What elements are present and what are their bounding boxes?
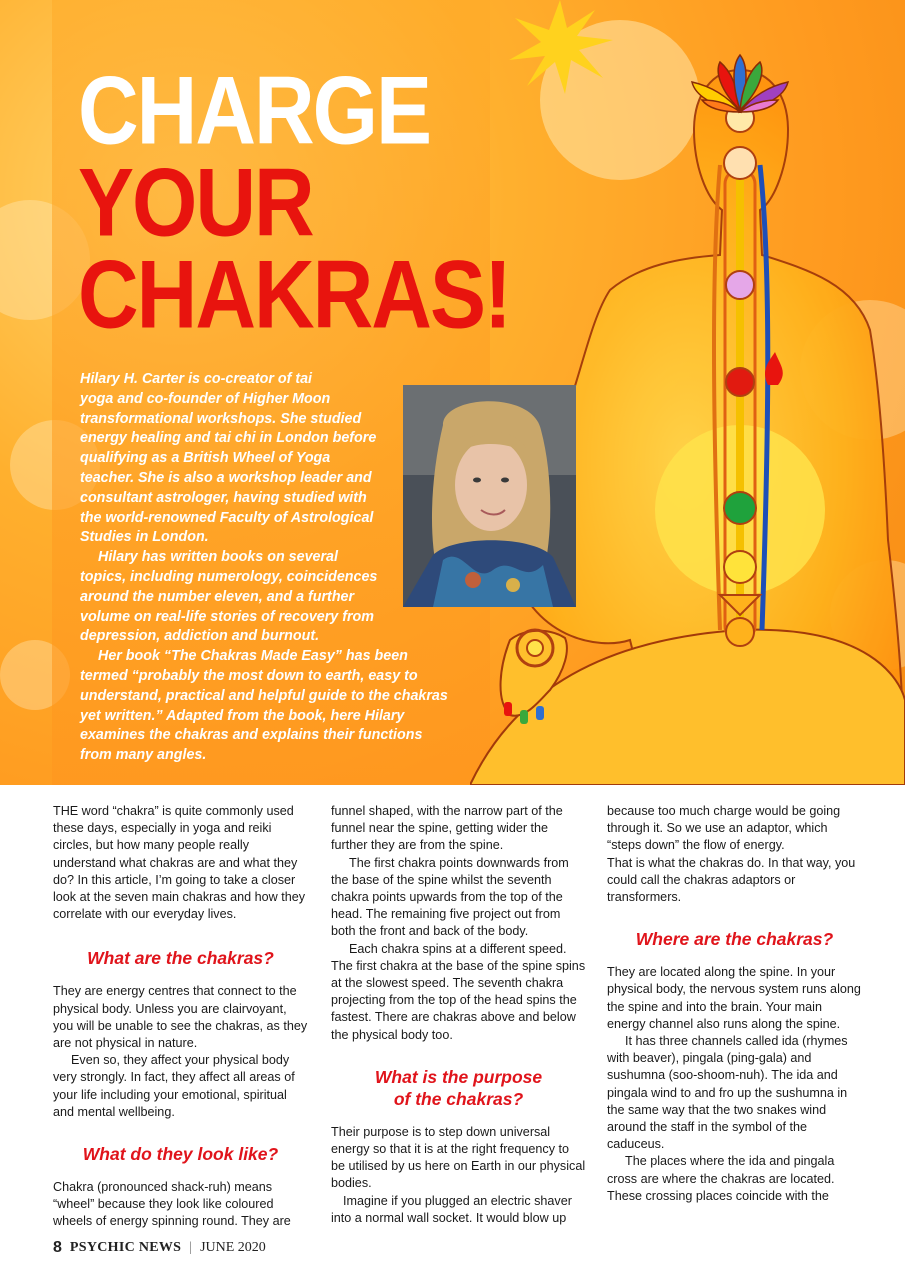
section-heading: What do they look like? [82,1144,279,1165]
author-portrait-photo [403,385,576,607]
footer-separator: | [189,1240,193,1255]
article-column-1 [53,803,308,1231]
body-paragraph: Chakra (pronounced shack-ruh) means “wheel” because they look like coloured wheels of energy spinning round. They are [53,1180,291,1229]
body-paragraph: THE word “chakra” is quite commonly used these days, especially in yoga and reiki circles, but how many people really understand what chakras are and what they do? In this article, I’m going to take a closer look at the seven main chakras and how they correlate with our everyday lives. [53,804,306,922]
body-paragraph: The places where the ida and pingala cross are where the chakras are located. These crossing places coincide with the [607,1154,835,1203]
publication-name: PSYCHIC NEWS [69,1240,182,1255]
headline-line-2: YOUR [78,148,313,257]
body-paragraph: They are located along the spine. In your physical body, the nervous system runs along the spine and into the brain. Your main energy channel also runs along the spine. [607,965,861,1031]
headline-line-3: CHAKRAS! [78,240,510,349]
body-paragraph: Their purpose is to step down universal energy so that it is at the right frequency to be utilised by us here on Earth in our physical bodies. [331,1124,586,1191]
intro-paragraph-3: Her book “The Chakras Made Easy” has been termed “probably the most down to earth, easy to understand, practical and helpful guide to the chakras yet written.” Adapted from the book, here Hilary examines the chakras and explains their functions from many angles. [80,648,448,764]
body-paragraph: Each chakra spins at a different speed. The first chakra at the base of the spine spins at the slowest speed. The seventh chakra projecting from the top of the head spins the fastest. There are chakras above and below the physical body too. [331,941,586,1042]
headline-line-1: CHARGE [78,56,431,165]
body-paragraph: They are energy centres that connect to the physical body. Unless you are clairvoyant, you will be unable to see the chakras, as they are not physical in nature. [53,984,308,1051]
article-column-3 [607,803,862,1205]
body-paragraph: It has three channels called ida (rhymes with beaver), pingala (ping-gala) and sushumna (soo-shoom-nuh). The ida and pingala wind to and fro up the sushumna in the same way that the two snakes wind around the staff in the symbol of the caduceus. [607,1034,848,1152]
section-heading: What are the chakras? [87,948,274,969]
page-footer [53,1239,266,1257]
body-paragraph: Even so, they affect your physical body very strongly. In fact, they affect all areas of your life including your emotional, spiritual and mental wellbeing. [53,1053,295,1119]
section-heading-line-2: of the chakras? [393,1088,524,1109]
intro-paragraph-1-first-line: Hilary H. Carter is co-creator of tai [80,371,313,387]
page-number: 8 [53,1239,62,1256]
body-paragraph: The first chakra points downwards from the base of the spine whilst the seventh chakra points upwards from the top of the head. The remaining five project out from both the front and back of the body. [331,855,569,939]
body-paragraph: funnel shaped, with the narrow part of the funnel near the spine, getting wider the further they are from the spine. [331,804,563,853]
body-paragraph: That is what the chakras do. In that way, you could call the chakras adaptors or transformers. [607,855,856,905]
article-column-2 [331,803,586,1227]
intro-paragraph-1: yoga and co-founder of Higher Moon transformational workshops. She studied energy healing and tai chi in London before qualifying as a British Wheel of Yoga teacher. She is also a workshop leader and consultant astrologer, having studied with the world-renowned Faculty of Astrological Studies in London. [80,390,377,546]
body-paragraph: Imagine if you plugged an electric shaver into a normal wall socket. It would blow up [331,1193,572,1225]
section-heading-line-1: What is the purpose [374,1066,543,1087]
section-heading: Where are the chakras? [635,929,834,950]
issue-date: JUNE 2020 [200,1240,266,1255]
body-paragraph: because too much charge would be going through it. So we use an adaptor, which “steps down” the flow of energy. [607,804,841,853]
intro-paragraph-2: Hilary has written books on several topics, including numerology, coincidences around the number eleven, and a further volume on real-life stories of recovery from depression, addiction and burnout. [80,549,378,645]
